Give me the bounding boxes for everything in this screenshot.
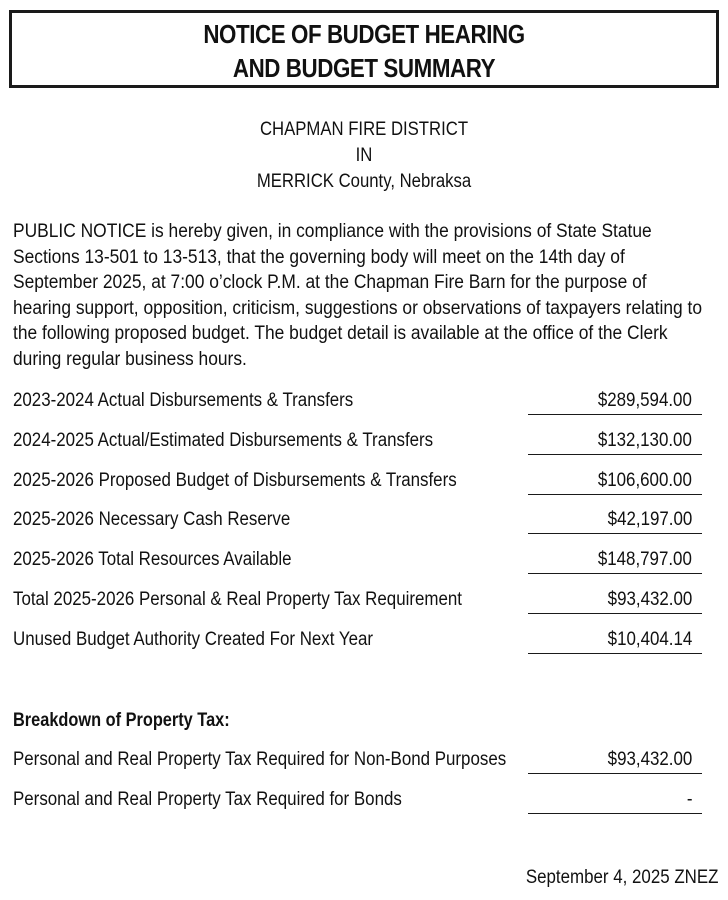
breakdown-row-label: Personal and Real Property Tax Required for Bonds (13, 789, 402, 810)
budget-row (13, 548, 703, 576)
budget-row-label: Unused Budget Authority Created For Next Year (13, 629, 374, 650)
budget-row (13, 429, 703, 457)
budget-row-label: Total 2025-2026 Personal & Real Property Tax Requirement (13, 589, 463, 610)
budget-row-amount: $106,600.00 (528, 469, 702, 495)
budget-row-label: 2023-2024 Actual Disbursements & Transfers (13, 390, 354, 411)
district-in: IN (355, 145, 373, 166)
budget-row-amount: $93,432.00 (528, 588, 702, 614)
title-line-1: NOTICE OF BUDGET HEARING (203, 19, 525, 49)
breakdown-row-amount: - (528, 788, 702, 814)
budget-row-label: 2024-2025 Actual/Estimated Disbursements & Transfers (13, 430, 434, 451)
budget-row-amount: $132,130.00 (528, 429, 702, 455)
breakdown-row-label: Personal and Real Property Tax Required for Non-Bond Purposes (13, 749, 507, 770)
breakdown-row (13, 748, 703, 776)
breakdown-row-amount: $93,432.00 (528, 748, 702, 774)
budget-row-amount: $148,797.00 (528, 548, 702, 574)
budget-row (13, 588, 703, 616)
breakdown-row (13, 788, 703, 816)
budget-row (13, 469, 703, 497)
district-county: MERRICK County, Nebraksa (256, 171, 472, 192)
budget-row-label: 2025-2026 Total Resources Available (13, 549, 292, 570)
budget-row (13, 508, 703, 536)
notice-title-box (9, 10, 719, 88)
publication-date: September 4, 2025 ZNEZ (525, 867, 718, 888)
title-line-2: AND BUDGET SUMMARY (232, 53, 496, 83)
budget-row-label: 2025-2026 Proposed Budget of Disbursements & Transfers (13, 470, 457, 491)
budget-row-amount: $42,197.00 (528, 508, 702, 534)
budget-row-label: 2025-2026 Necessary Cash Reserve (13, 509, 291, 530)
district-name: CHAPMAN FIRE DISTRICT (259, 119, 469, 140)
public-notice-paragraph: PUBLIC NOTICE is hereby given, in compliance with the provisions of State Statue Sections 13-501 to 13-513, that the governing body will meet on the 14th day of September 2025, at 7:00 o’clock P.M. at the Chapman Fire Barn for the purpose of hearing support, opposition, criticism, suggestions or observations of taxpayers relating to the following proposed budget. The budget detail is available at the office of the Clerk during regular business hours. (13, 221, 703, 370)
budget-row (13, 628, 703, 656)
budget-row-amount: $289,594.00 (528, 389, 702, 415)
breakdown-heading: Breakdown of Property Tax: (13, 710, 230, 731)
budget-row-amount: $10,404.14 (528, 628, 702, 654)
budget-row (13, 389, 703, 417)
